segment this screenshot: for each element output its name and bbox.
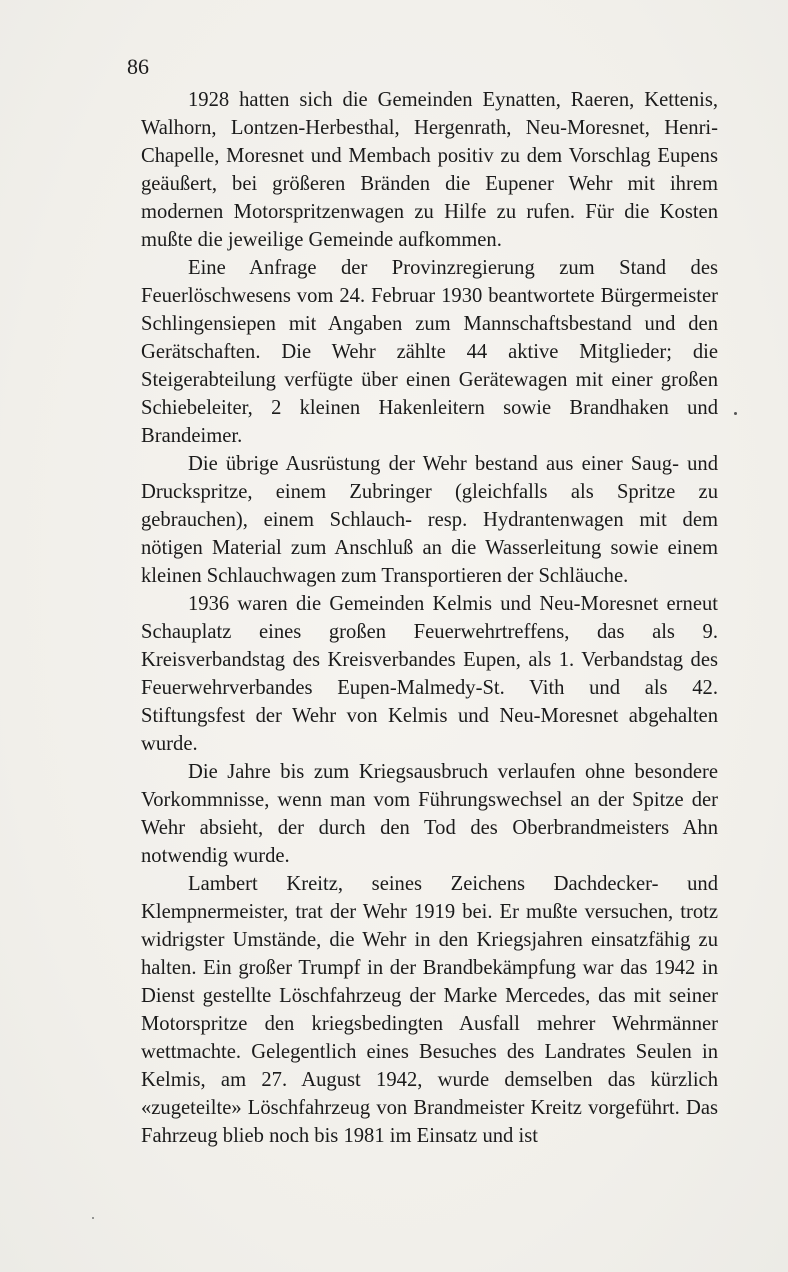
print-speck bbox=[734, 412, 737, 415]
print-speck bbox=[92, 1217, 94, 1219]
paragraph: Lambert Kreitz, seines Zeichens Dachdecker- und Klempnermeister, trat der Wehr 1919 bei. Er mußte versuchen, trotz widrigster Umstände, die Wehr in den Kriegsjahren einsatzfähig zu halten. Ein großer Trumpf in der Brandbekämpfung war das 1942 in Dienst gestellte Löschfahrzeug der Marke Mercedes, das mit seiner Motorspritze den kriegsbedingten Ausfall mehrer Wehrmänner wettmachte. Gelegentlich eines Besuches des Landrates Seulen in Kelmis, am 27. August 1942, wurde demselben das kürzlich «zugeteilte» Löschfahrzeug von Brandmeister Kreitz vorgeführt. Das Fahrzeug blieb noch bis 1981 im Einsatz und ist bbox=[141, 873, 718, 1147]
paragraph: Die Jahre bis zum Kriegsausbruch verlaufen ohne besondere Vorkommnisse, wenn man vom Führungswechsel an der Spitze der Wehr absieht, der durch den Tod des Oberbrandmeisters Ahn notwendig wurde. bbox=[141, 761, 718, 867]
paragraph: Die übrige Ausrüstung der Wehr bestand aus einer Saug- und Druckspritze, einem Zubringer (gleichfalls als Spritze zu gebrauchen), einem Schlauch- resp. Hydrantenwagen mit dem nötigen Material zum Anschluß an die Wasserleitung sowie einem kleinen Schlauchwagen zum Transportieren der Schläuche. bbox=[141, 453, 718, 587]
paragraph: 1936 waren die Gemeinden Kelmis und Neu-Moresnet erneut Schauplatz eines großen Feuerwehrtreffens, das als 9. Kreisverbandstag des Kreisverbandes Eupen, als 1. Verbandstag des Feuerwehrverbandes Eupen-Malmedy-St. Vith und als 42. Stiftungsfest der Wehr von Kelmis und Neu-Moresnet abgehalten wurde. bbox=[141, 593, 718, 755]
paragraph: Eine Anfrage der Provinzregierung zum Stand des Feuerlöschwesens vom 24. Februar 1930 beantwortete Bürgermeister Schlingensiepen mit Angaben zum Mannschaftsbestand und den Gerätschaften. Die Wehr zählte 44 aktive Mitglieder; die Steigerabteilung verfügte über einen Gerätewagen mit einer großen Schiebeleiter, 2 kleinen Hakenleitern sowie Brandhaken und Brandeimer. bbox=[141, 257, 718, 447]
body-text bbox=[141, 86, 718, 1150]
page-number: 86 bbox=[127, 54, 149, 79]
paragraph: 1928 hatten sich die Gemeinden Eynatten, Raeren, Kettenis, Walhorn, Lontzen-Herbesthal, Hergenrath, Neu-Moresnet, Henri-Chapelle, Moresnet und Membach positiv zu dem Vorschlag Eupens geäußert, bei größeren Bränden die Eupener Wehr mit ihrem modernen Motorspritzenwagen zu Hilfe zu rufen. Für die Kosten mußte die jeweilige Gemeinde aufkommen. bbox=[141, 89, 718, 251]
